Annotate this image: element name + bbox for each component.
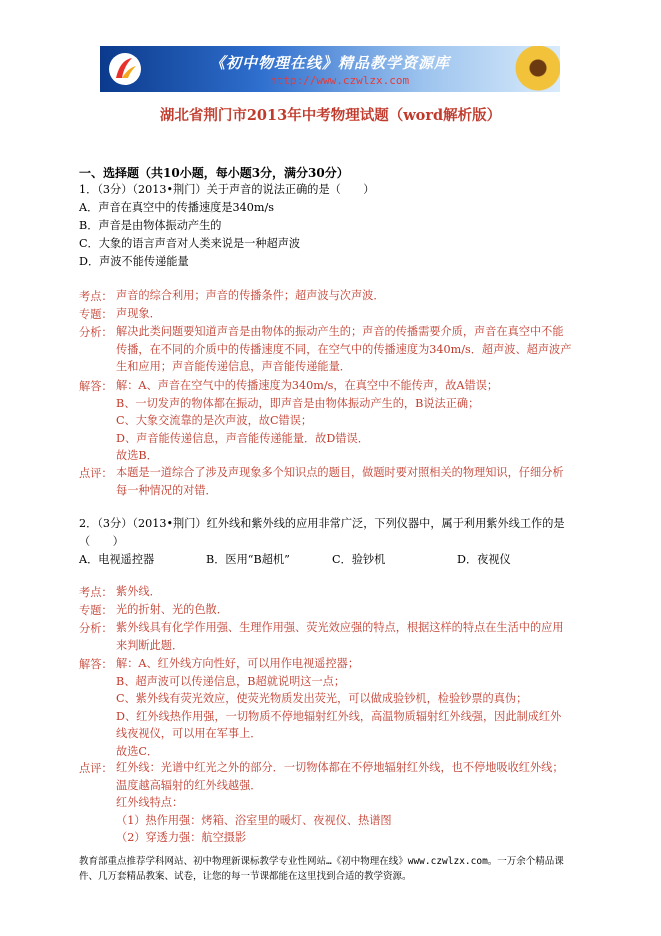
q1-dianping-label: 点评： xyxy=(79,467,113,480)
q2-jieda-line: 线夜视仪，可以用在军事上． xyxy=(116,727,262,740)
q1-kaodian: 声音的综合利用；声音的传播条件；超声波与次声波． xyxy=(116,289,385,302)
q1-jieda-line: C、大象交流靠的是次声波，故C错误； xyxy=(116,414,313,427)
q2-fenxi xyxy=(116,619,596,654)
q1-zhuanti: 声现象． xyxy=(116,307,161,320)
q2-jieda-line: 故选C． xyxy=(116,744,159,758)
q2-option-a: A．电视遥控器 xyxy=(79,553,155,566)
q2-jieda-label: 解答： xyxy=(79,658,113,671)
q1-jieda-line: D、声音能传递信息，声音能传递能量．故D错误． xyxy=(116,431,369,445)
q2-jieda-line: 解：A、红外线方向性好，可以用作电视遥控器； xyxy=(116,657,360,670)
q2-jieda-line: C、紫外线有荧光效应，使荧光物质发出荧光，可以做成验钞机，检验钞票的真伪； xyxy=(116,692,528,705)
q1-jieda-label: 解答： xyxy=(79,380,113,393)
q1-kaodian-label: 考点： xyxy=(79,290,113,303)
q1-zhuanti-label: 专题： xyxy=(79,308,113,321)
q2-fenxi-line: 来判断此题． xyxy=(116,638,184,652)
q2-dianping-line: （1）热作用强：烤箱、浴室里的暖灯、夜视仪、热谱图 xyxy=(116,813,392,827)
q2-option-b: B．医用“B超机” xyxy=(206,553,290,566)
q1-fenxi xyxy=(116,323,596,376)
q1-jieda-line: B、一切发声的物体都在振动，即声音是由物体振动产生的，B说法正确； xyxy=(116,396,480,410)
q2-zhuanti-label: 专题： xyxy=(79,604,113,617)
q1-option-d: D．声波不能传递能量 xyxy=(79,255,189,268)
q2-kaodian-label: 考点： xyxy=(79,586,113,599)
q1-jieda-line: 解：A、声音在空气中的传播速度为340m/s，在真空中不能传声，故A错误； xyxy=(116,379,499,392)
q1-jieda xyxy=(116,377,596,465)
q2-option-d: D．夜视仪 xyxy=(457,553,511,566)
q2-fenxi-label: 分析： xyxy=(79,622,113,635)
q2-fenxi-line: 紫外线具有化学作用强、生理作用强、荧光效应强的特点，根据这样的特点在生活中的应用 xyxy=(116,621,564,634)
banner-url[interactable]: http://www.czwlzx.com xyxy=(270,74,410,87)
q2-dianping-line: （2）穿透力强：航空摄影 xyxy=(116,831,247,844)
q2-dianping-line: 红外线特点： xyxy=(116,796,184,809)
q2-dianping xyxy=(116,759,596,847)
q1-fenxi-line: 传播，在不同的介质中的传播速度不同，在空气中的传播速度为340m/s．超声波、超声波产 xyxy=(116,342,572,356)
q1-fenxi-line: 生和应用；声音能传递信息，声音能传递能量． xyxy=(116,360,351,373)
q1-fenxi-label: 分析： xyxy=(79,326,113,339)
q2-dianping-line: 红外线：光谱中红光之外的部分．一切物体都在不停地辐射红外线，也不停地吸收红外线； xyxy=(116,761,564,774)
header-banner xyxy=(100,46,560,92)
q2-jieda-line: B、超声波可以传递信息，B超就说明这一点； xyxy=(116,674,346,688)
q2-option-c: C．验钞机 xyxy=(332,553,386,566)
q2-stem-line1: 2．（3分）（2013•荆门）红外线和紫外线的应用非常广泛，下列仪器中，属于利用紫外线工作的是 xyxy=(79,517,565,530)
q1-option-c: C．大象的语言声音对人类来说是一种超声波 xyxy=(79,237,301,250)
section-heading: 一、选择题（共10小题，每小题3分，满分30分） xyxy=(79,166,349,180)
sunflower-image xyxy=(510,46,560,92)
q2-jieda xyxy=(116,655,596,760)
footer-line: 教育部重点推荐学科网站、初中物理新课标教学专业性网站…《初中物理在线》www.czwlzx.com。一万余个精品课 xyxy=(79,856,564,867)
q2-dianping-label: 点评： xyxy=(79,762,113,775)
q1-option-a: A．声音在真空中的传播速度是340m/s xyxy=(79,201,274,214)
q2-jieda-line: D、红外线热作用强，一切物质不停地辐射红外线，高温物质辐射红外线强，因此制成红外 xyxy=(116,709,562,723)
site-logo-icon xyxy=(108,52,142,86)
q1-jieda-line: 故选B． xyxy=(116,449,158,462)
footer-line: 件、几万套精品教案、试卷，让您的每一节课都能在这里找到合适的教学资源。 xyxy=(79,871,412,882)
q2-stem-line2: （ ） xyxy=(79,535,124,548)
q1-option-b: B．声音是由物体振动产生的 xyxy=(79,219,222,232)
q1-stem: 1．（3分）（2013•荆门）关于声音的说法正确的是（ ） xyxy=(79,183,375,196)
q1-dianping-line: 本题是一道综合了涉及声现象多个知识点的题目，做题时要对照相关的物理知识，仔细分析 xyxy=(116,466,564,479)
page-footer xyxy=(79,854,599,884)
document-title: 湖北省荆门市2013年中考物理试题（word解析版） xyxy=(159,107,502,124)
q1-dianping-line: 每一种情况的对错． xyxy=(116,483,217,497)
q1-dianping xyxy=(116,464,596,499)
banner-title: 《初中物理在线》精品教学资源库 xyxy=(210,54,451,72)
q2-dianping-line: 温度越高辐射的红外线越强． xyxy=(116,778,262,792)
q1-fenxi-line: 解决此类问题要知道声音是由物体的振动产生的；声音的传播需要介质，声音在真空中不能 xyxy=(116,325,564,338)
q2-kaodian: 紫外线． xyxy=(116,585,161,598)
q2-zhuanti: 光的折射、光的色散． xyxy=(116,603,228,616)
